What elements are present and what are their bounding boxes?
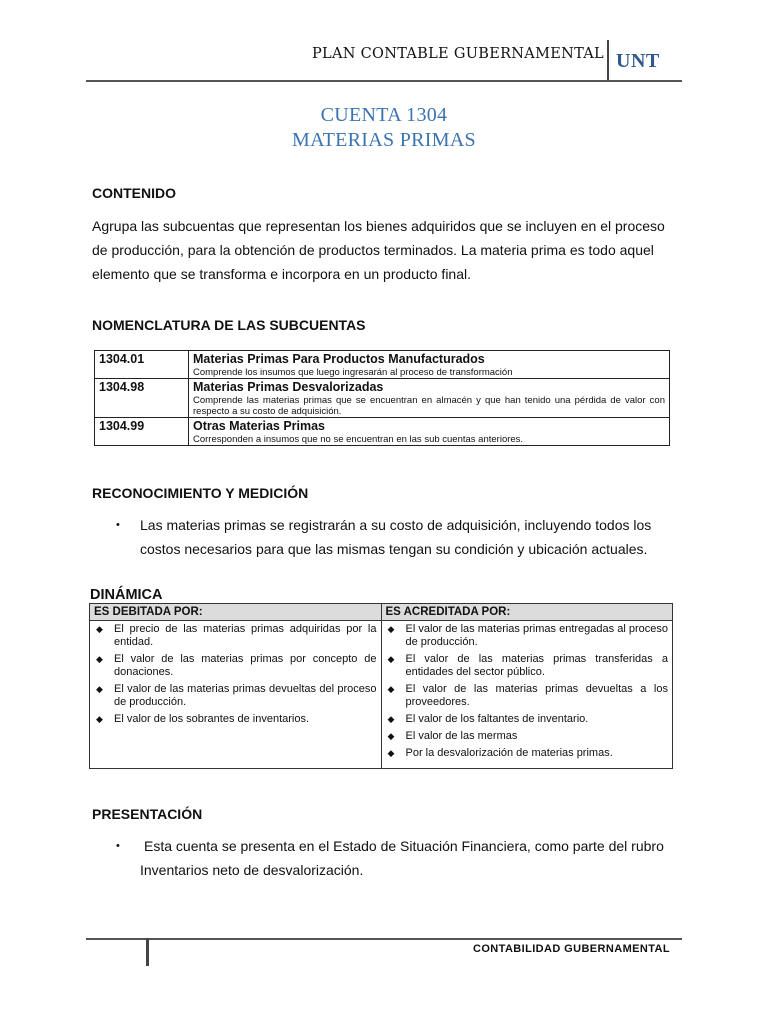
list-item-text: El valor de las materias primas entregadas al proceso de producción. <box>405 623 668 648</box>
debit-column-header: ES DEBITADA POR: <box>90 604 382 621</box>
credit-list <box>386 623 669 760</box>
list-item-text: El valor de los sobrantes de inventarios. <box>114 713 310 725</box>
diamond-bullet-icon: ◆ <box>96 684 103 694</box>
subaccount-code: 1304.99 <box>95 418 189 446</box>
presentacion-line: Esta cuenta se presenta en el Estado de Situación Financiera, como parte del rubro <box>144 838 664 854</box>
subaccount-description: Corresponden a insumos que no se encuentran en las sub cuentas anteriores. <box>193 434 524 445</box>
credit-column-header: ES ACREDITADA POR: <box>381 604 673 621</box>
nomenclature-table <box>94 350 670 446</box>
list-item-text: El precio de las materias primas adquiridas por la entidad. <box>114 623 377 648</box>
list-item <box>94 683 377 709</box>
footer-text: CONTABILIDAD GUBERNAMENTAL <box>473 943 670 955</box>
list-item <box>94 713 377 726</box>
presentacion-heading: PRESENTACIÓN <box>92 806 203 822</box>
subaccount-code: 1304.01 <box>95 351 189 379</box>
header-rule <box>86 80 682 82</box>
contenido-line: de producción, para la obtención de productos terminados. La materia prima es todo aquel <box>92 242 654 258</box>
debit-list <box>94 623 377 726</box>
diamond-bullet-icon: ◆ <box>387 624 395 634</box>
presentacion-line: Inventarios neto de desvalorización. <box>140 862 364 878</box>
dinamica-heading: DINÁMICA <box>90 587 163 603</box>
bullet-icon: • <box>116 519 120 531</box>
subaccount-name: Otras Materias Primas <box>193 419 326 433</box>
list-item-text: El valor de las materias primas devueltas del proceso de producción. <box>114 683 377 708</box>
reconocimiento-line: costos necesarios para que las mismas tengan su condición y ubicación actuales. <box>140 541 648 557</box>
subaccount-cell <box>189 351 670 379</box>
list-item-text: El valor de los faltantes de inventario. <box>405 713 589 725</box>
list-item <box>94 653 377 679</box>
contenido-heading: CONTENIDO <box>92 185 176 201</box>
subaccount-cell <box>189 418 670 446</box>
list-item <box>386 683 669 709</box>
credit-cell <box>381 621 673 769</box>
list-item <box>386 730 669 743</box>
diamond-bullet-icon: ◆ <box>96 714 103 724</box>
list-item <box>386 623 669 649</box>
header-divider <box>607 40 609 80</box>
diamond-bullet-icon: ◆ <box>387 731 395 741</box>
subaccount-cell <box>189 379 670 418</box>
reconocimiento-line: Las materias primas se registrarán a su costo de adquisición, incluyendo todos los <box>140 517 652 533</box>
list-item <box>386 653 669 679</box>
list-item-text: El valor de las materias primas transferidas a entidades del sector público. <box>405 653 668 678</box>
table-header-row <box>90 604 673 621</box>
list-item <box>94 623 377 649</box>
list-item-text: Por la desvalorización de materias primas. <box>405 747 613 759</box>
reconocimiento-paragraph <box>140 513 680 561</box>
table-row <box>95 418 670 446</box>
diamond-bullet-icon: ◆ <box>387 654 395 664</box>
table-row <box>95 379 670 418</box>
unt-logo: UNT <box>616 50 660 72</box>
list-item-text: El valor de las materias primas por concepto de donaciones. <box>114 653 377 678</box>
list-item-text: El valor de las materias primas devueltas a los proveedores. <box>405 683 668 708</box>
debit-cell <box>90 621 382 769</box>
presentacion-paragraph <box>140 834 680 882</box>
nomenclatura-heading: NOMENCLATURA DE LAS SUBCUENTAS <box>92 317 366 333</box>
table-row <box>90 621 673 769</box>
reconocimiento-heading: RECONOCIMIENTO Y MEDICIÓN <box>92 485 309 501</box>
diamond-bullet-icon: ◆ <box>96 654 103 664</box>
subaccount-description: Comprende los insumos que luego ingresarán al proceso de transformación <box>193 367 513 378</box>
header-title: PLAN CONTABLE GUBERNAMENTAL <box>312 46 604 62</box>
contenido-paragraph <box>92 214 682 286</box>
subaccount-name: Materias Primas Para Productos Manufacturados <box>193 352 485 366</box>
contenido-line: elemento que se transforma e incorpora en un producto final. <box>92 266 472 282</box>
footer-rule <box>86 938 682 940</box>
list-item <box>386 747 669 760</box>
bullet-icon: • <box>116 840 120 852</box>
list-item <box>386 713 669 726</box>
diamond-bullet-icon: ◆ <box>387 684 395 694</box>
account-code-title: CUENTA 1304 <box>320 104 448 126</box>
subaccount-code: 1304.98 <box>95 379 189 418</box>
contenido-line: Agrupa las subcuentas que representan los bienes adquiridos que se incluyen en el proceso <box>92 218 665 234</box>
account-name-title: MATERIAS PRIMAS <box>292 129 476 151</box>
dinamica-table <box>89 603 673 769</box>
list-item-text: El valor de las mermas <box>405 730 518 742</box>
diamond-bullet-icon: ◆ <box>96 624 103 634</box>
subaccount-description: Comprende las materias primas que se encuentran en almacén y que han tenido una pérdida de valor con respecto a su costo de adquisición. <box>193 395 665 417</box>
subaccount-name: Materias Primas Desvalorizadas <box>193 380 384 394</box>
footer-divider <box>146 938 149 966</box>
table-row <box>95 351 670 379</box>
diamond-bullet-icon: ◆ <box>387 748 395 758</box>
diamond-bullet-icon: ◆ <box>387 714 395 724</box>
